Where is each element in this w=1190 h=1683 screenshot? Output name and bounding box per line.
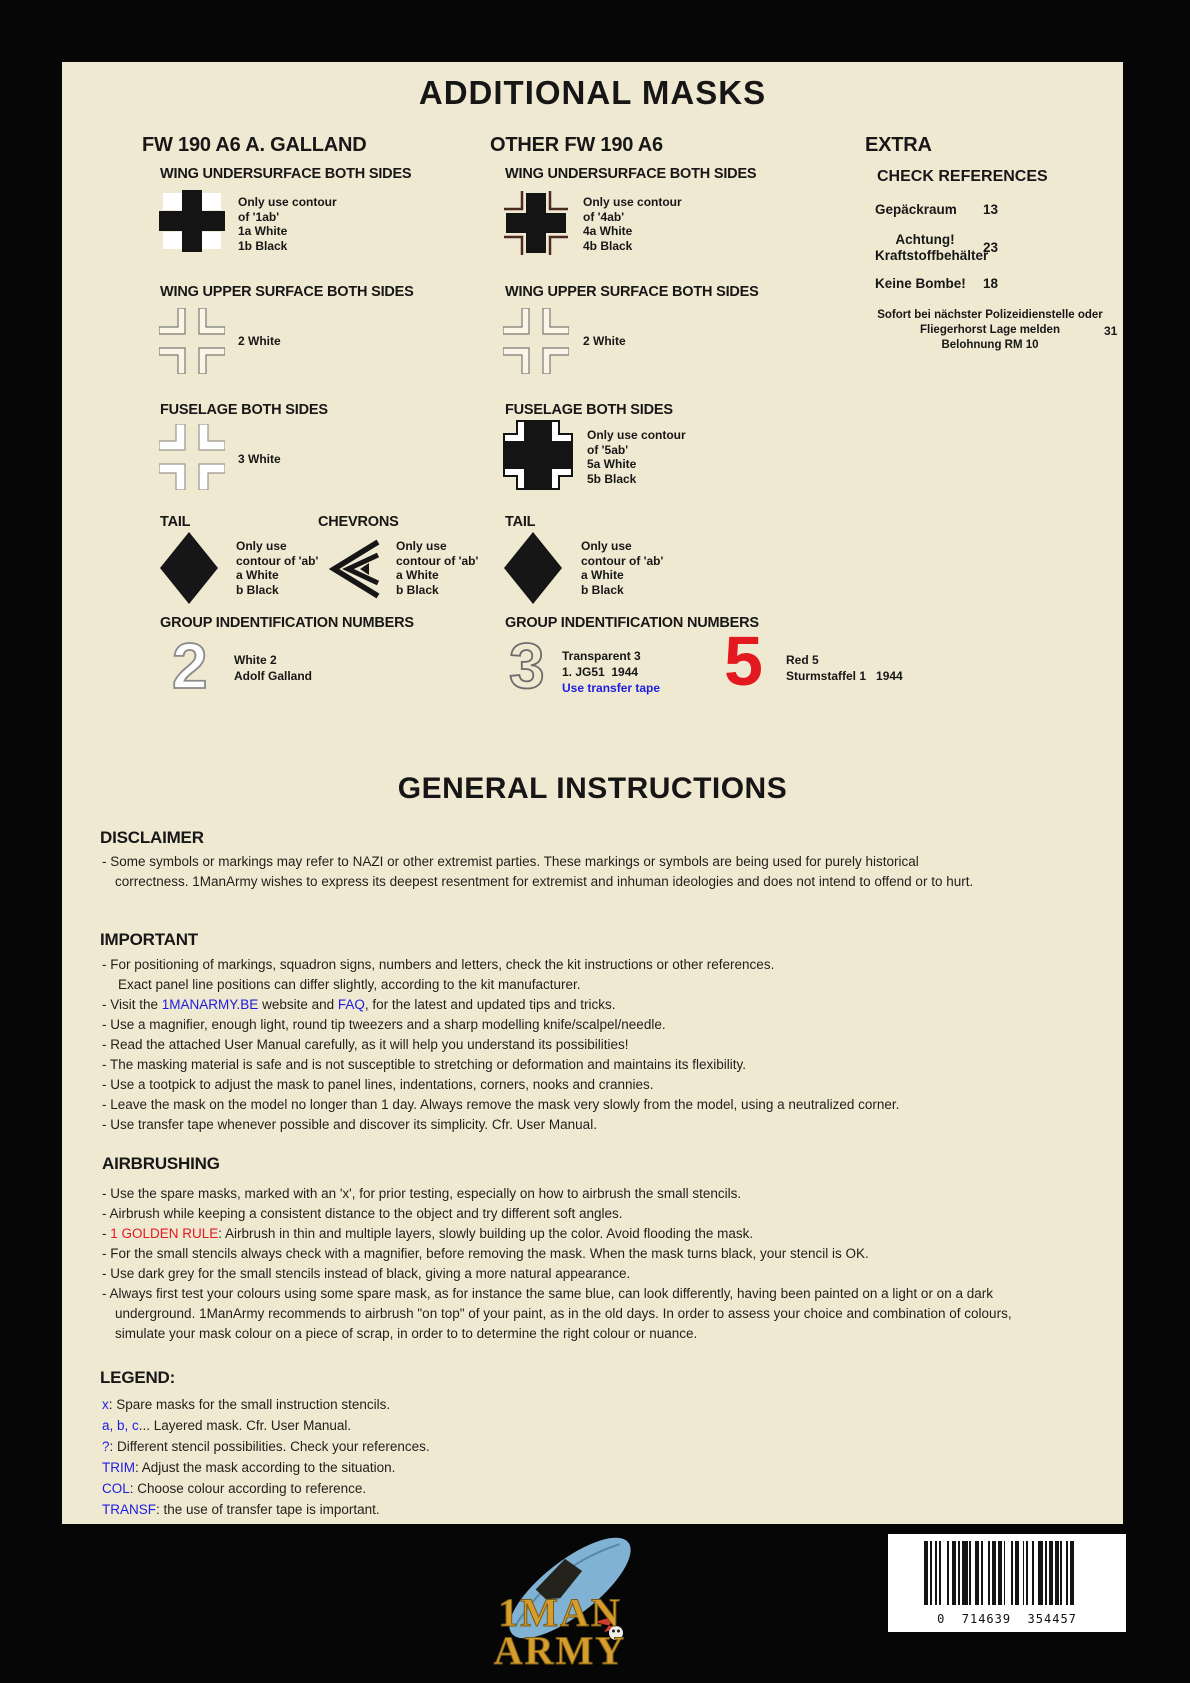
list-item: - For the small stencils always check with a magnifier, before removing the mask. When the mask turns black, your stencil is OK.	[102, 1246, 869, 1261]
airbrushing-list	[102, 1184, 1062, 1344]
list-item: - Use transfer tape whenever possible and discover its simplicity. Cfr. User Manual.	[102, 1117, 597, 1132]
section-heading-tail: TAIL	[160, 514, 191, 530]
mask-note-line: of '5ab'	[587, 442, 629, 457]
mask-note	[236, 539, 318, 597]
reference-name-line: Sofort bei nächster Polizeidienstelle oder	[877, 309, 1103, 321]
mask-note-line: contour of 'ab'	[396, 553, 479, 568]
mask-note-line: 1b Black	[238, 238, 288, 253]
legend-key: x	[102, 1397, 109, 1412]
mask-note-line: of '4ab'	[583, 209, 625, 224]
list-item: - Airbrush while keeping a consistent distance to the object and try different soft angles.	[102, 1206, 623, 1221]
legend-text: ... Layered mask. Cfr. User Manual.	[138, 1418, 352, 1433]
mask-note-line: Transparent 3	[562, 649, 641, 663]
mask-note-line: a White	[236, 568, 279, 582]
logo-text-top: 1MAN	[498, 1590, 622, 1635]
legend-text: : the use of transfer tape is important.	[156, 1502, 380, 1517]
list-item: - Use a tootpick to adjust the mask to panel lines, indentations, corners, nooks and crannies.	[102, 1077, 654, 1092]
list-item-text: : Airbrush in thin and multiple layers, slowly building up the color. Avoid flooding the mask.	[218, 1226, 754, 1241]
mask-note-line: Only use	[581, 539, 632, 553]
list-item	[102, 995, 1082, 1015]
mask-note-line: 5a White	[587, 457, 637, 471]
legend-item	[102, 1394, 1002, 1415]
legend-item	[102, 1478, 1002, 1499]
important-list	[102, 955, 1082, 1135]
mask-note-line: 1. JG51 1944	[562, 665, 639, 679]
list-item: Exact panel line positions can differ slightly, according to the kit manufacturer.	[118, 977, 581, 992]
list-item: - Use the spare masks, marked with an 'x', for prior testing, especially on how to airbrush the small stencils.	[102, 1186, 742, 1201]
cross-outline-corners-icon	[503, 308, 569, 374]
list-item: - Use dark grey for the small stencils instead of black, giving a more natural appearance.	[102, 1266, 631, 1281]
reference-page: 23	[983, 240, 999, 255]
mask-note	[238, 452, 281, 467]
legend-heading: LEGEND:	[100, 1368, 176, 1387]
mask-note	[581, 539, 663, 597]
balkenkreuz-fuselage-icon	[503, 420, 573, 490]
reference-page: 13	[983, 202, 999, 217]
legend-text: : Adjust the mask according to the situation.	[135, 1460, 396, 1475]
cross-outline-corners-icon	[159, 308, 225, 374]
list-item: - Read the attached User Manual carefully, as it will help you understand its possibilities!	[102, 1037, 629, 1052]
reference-name-line: Achtung!	[895, 232, 955, 247]
mask-note-line: Only use contour	[583, 195, 682, 209]
list-item: - Leave the mask on the model no longer than 1 day. Always remove the mask very slowly from the model, using a neutralized corner.	[102, 1097, 900, 1112]
mask-note	[583, 195, 682, 253]
section-heading-group-numbers: GROUP INDENTIFICATION NUMBERS	[505, 615, 759, 631]
mask-note-line: 2 White	[583, 334, 626, 348]
airbrushing-heading: AIRBRUSHING	[102, 1154, 220, 1173]
mask-note-line: a White	[396, 568, 439, 582]
mask-note-line: b Black	[396, 582, 439, 597]
column-header-other: OTHER FW 190 A6	[490, 134, 663, 156]
list-item-text: , for the latest and updated tips and tricks.	[364, 997, 616, 1012]
mask-note-line: Sturmstaffel 1 1944	[786, 669, 903, 683]
legend-list	[102, 1394, 1002, 1520]
mask-note-line: Only use contour	[587, 428, 686, 442]
mask-note-line: contour of 'ab'	[581, 553, 664, 568]
list-item: - Always first test your colours using some spare mask, as for instance the same blue, can look differently, having been painted on a light or on a dark underground. 1ManArmy recommends to airbrush "on top" of your paint, as in the old days. In order to assess your choice and combination of colours, simulate your mask colour on a piece of scrap, in order to to determine the right colour or nuance.	[102, 1286, 1012, 1341]
section-heading-wing-under: WING UNDERSURFACE BOTH SIDES	[160, 166, 412, 182]
legend-key: COL	[102, 1481, 130, 1496]
transfer-tape-note: Use transfer tape	[562, 681, 661, 695]
barcode-bars	[924, 1541, 1076, 1605]
list-item: - For positioning of markings, squadron signs, numbers and letters, check the kit instructions or other references.	[102, 957, 775, 972]
column-header-galland: FW 190 A6 A. GALLAND	[142, 134, 367, 156]
faq-link: FAQ	[337, 997, 365, 1012]
mask-note	[396, 539, 478, 597]
mask-note	[234, 652, 312, 684]
tail-diamond-icon	[158, 530, 220, 606]
legend-key: TRIM	[102, 1460, 135, 1475]
reference-name-line: Kraftstoffbehälter	[875, 248, 989, 263]
mask-note-line: Red 5	[786, 653, 819, 667]
reference-name-line: Fliegerhorst Lage melden	[920, 324, 1060, 336]
list-item-text: -	[102, 1226, 111, 1241]
mask-note-line: 1a White	[238, 224, 288, 238]
barcode	[888, 1534, 1126, 1632]
mask-note-line: 2 White	[238, 334, 281, 348]
legend-key: TRANSF	[102, 1502, 156, 1517]
website-link: 1MANARMY.BE	[161, 997, 259, 1012]
reference-name	[875, 232, 989, 264]
mask-note-line: a White	[581, 568, 624, 582]
reference-name: Gepäckraum	[875, 202, 957, 217]
mask-note-line: b Black	[581, 582, 624, 597]
mask-note-line: Only use	[396, 539, 447, 553]
section-heading-chevrons: CHEVRONS	[318, 514, 399, 530]
mask-note	[238, 195, 337, 253]
reference-page: 18	[983, 276, 999, 291]
mask-note-line: White 2	[234, 653, 277, 667]
list-item-text: website and	[258, 997, 338, 1012]
legend-key: ?	[102, 1439, 110, 1454]
section-heading-tail: TAIL	[505, 514, 536, 530]
reference-name-line: Belohnung RM 10	[941, 339, 1039, 351]
disclaimer-text: - Some symbols or markings may refer to NAZI or other extremist parties. These markings or symbols are being used for purely historical correctness. 1ManArmy wishes to express its deepest resentment for extremist and inhuman ideologies and does not intend to offend or to hurt.	[102, 854, 974, 889]
golden-rule-label: 1 GOLDEN RULE	[110, 1226, 219, 1241]
section-heading-fuselage: FUSELAGE BOTH SIDES	[505, 402, 673, 418]
sheet	[62, 62, 1123, 1524]
mask-note-line: 3 White	[238, 452, 281, 466]
legend-key: a, b, c	[102, 1418, 139, 1433]
legend-item	[102, 1499, 1002, 1520]
mask-note-line: Adolf Galland	[234, 669, 312, 683]
list-item	[102, 1224, 1062, 1244]
disclaimer-heading: DISCLAIMER	[100, 828, 204, 847]
white-cross-corners-icon	[159, 424, 225, 490]
section-heading-group-numbers: GROUP INDENTIFICATION NUMBERS	[160, 615, 414, 631]
legend-item	[102, 1436, 1002, 1457]
list-item: - Use a magnifier, enough light, round tip tweezers and a sharp modelling knife/scalpel/needle.	[102, 1017, 666, 1032]
mask-note	[238, 334, 281, 349]
group-number-3: 3	[509, 630, 545, 702]
mask-note-line: contour of 'ab'	[236, 553, 319, 568]
section-heading-wing-under: WING UNDERSURFACE BOTH SIDES	[505, 166, 757, 182]
balkenkreuz-white-corners-icon	[159, 190, 225, 252]
legend-item	[102, 1415, 1002, 1436]
section-heading-wing-upper: WING UPPER SURFACE BOTH SIDES	[160, 284, 414, 300]
group-number-2: 2	[172, 630, 208, 702]
group-number-5: 5	[724, 622, 763, 700]
legend-text: : Choose colour according to reference.	[129, 1481, 367, 1496]
page-title: ADDITIONAL MASKS	[418, 74, 767, 111]
mask-note	[562, 648, 660, 696]
mask-note-line: 4a White	[583, 224, 633, 238]
mask-note-line: Only use contour	[238, 195, 337, 209]
section-heading-check-references: CHECK REFERENCES	[877, 168, 1048, 185]
reference-name: Keine Bombe!	[875, 276, 966, 291]
legend-text: : Spare masks for the small instruction stencils.	[108, 1397, 391, 1412]
mask-note	[583, 334, 626, 349]
mask-note	[587, 428, 686, 486]
list-item: - The masking material is safe and is not susceptible to stretching or deformation and maintains its flexibility.	[102, 1057, 747, 1072]
legend-item	[102, 1457, 1002, 1478]
mask-note-line: b Black	[236, 582, 279, 597]
logo-text-bottom: ARMY	[493, 1628, 627, 1673]
mask-note-line: 5b Black	[587, 471, 637, 486]
chevrons-icon	[326, 539, 380, 599]
important-heading: IMPORTANT	[100, 930, 198, 949]
brand-logo	[470, 1526, 660, 1678]
legend-text: : Different stencil possibilities. Check your references.	[109, 1439, 430, 1454]
list-item-text: - Visit the	[102, 997, 162, 1012]
reference-page: 31	[1104, 324, 1118, 338]
mask-note-line: 4b Black	[583, 238, 633, 253]
mask-note-line: Only use	[236, 539, 287, 553]
section-heading-wing-upper: WING UPPER SURFACE BOTH SIDES	[505, 284, 759, 300]
tail-diamond-icon	[502, 530, 564, 606]
reference-name	[875, 308, 1105, 353]
disclaimer-body	[102, 852, 992, 892]
section-heading-fuselage: FUSELAGE BOTH SIDES	[160, 402, 328, 418]
mask-note-line: of '1ab'	[238, 209, 280, 224]
general-instructions-title: GENERAL INSTRUCTIONS	[397, 772, 788, 805]
column-header-extra: EXTRA	[865, 134, 932, 156]
mask-note	[786, 652, 903, 684]
balkenkreuz-brackets-icon	[503, 190, 569, 256]
barcode-digits: 0 714639 354457	[937, 1612, 1077, 1626]
